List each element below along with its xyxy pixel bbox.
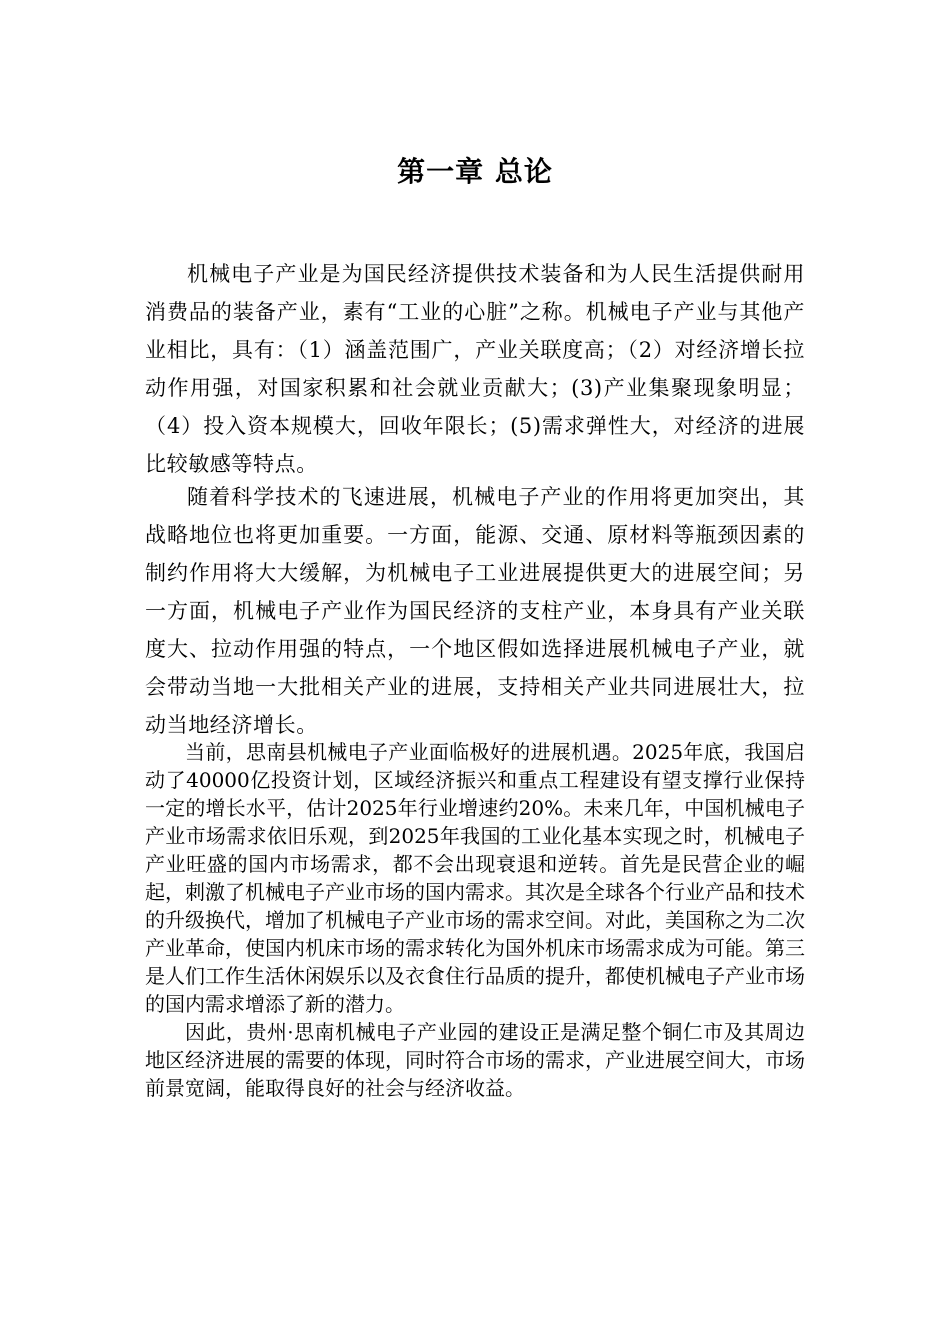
paragraph-1: 机械电子产业是为国民经济提供技术装备和为人民生活提供耐用消费品的装备产业，素有“工业的心脏”之称。机械电子产业与其他产业相比，具有：（1）涵盖范围广，产业关联度高；（2）对经济增长拉动作用强，对国家积累和社会就业贡献大；(3)产业集聚现象明显；（4）投入资本规模大，回收年限长；(5)需求弹性大，对经济的进展比较敏感等特点。	[145, 262, 806, 476]
paragraph-3: 当前，思南县机械电子产业面临极好的进展机遇。2025年底，我国启动了40000亿投资计划，区域经济振兴和重点工程建设有望支撑行业保持一定的增长水平，估计2025年行业增速约20%。未来几年，中国机械电子产业市场需求依旧乐观，到2025年我国的工业化基本实现之时，机械电子产业旺盛的国内市场需求，都不会出现衰退和逆转。首先是民营企业的崛起，刺激了机械电子产业市场的国内需求。其次是全球各个行业产品和技术的升级换代，增加了机械电子产业市场的需求空间。对此，美国称之为二次产业革命，使国内机床市场的需求转化为国外机床市场需求成为可能。第三是人们工作生活休闲娱乐以及衣食住行品质的提升，都使机械电子产业市场的国内需求增添了新的潜力。	[145, 740, 805, 1016]
paragraph-4: 因此，贵州·思南机械电子产业园的建设正是满足整个铜仁市及其周边地区经济进展的需要的体现，同时符合市场的需求，产业进展空间大，市场前景宽阔，能取得良好的社会与经济收益。	[145, 1020, 805, 1100]
chapter-title: 第一章 总论	[397, 155, 553, 188]
paragraph-2: 随着科学技术的飞速进展，机械电子产业的作用将更加突出，其战略地位也将更加重要。一方面，能源、交通、原材料等瓶颈因素的制约作用将大大缓解，为机械电子工业进展提供更大的进展空间；另一方面，机械电子产业作为国民经济的支柱产业，本身具有产业关联度大、拉动作用强的特点，一个地区假如选择进展机械电子产业，就会带动当地一大批相关产业的进展，支持相关产业共同进展壮大，拉动当地经济增长。	[145, 485, 805, 737]
